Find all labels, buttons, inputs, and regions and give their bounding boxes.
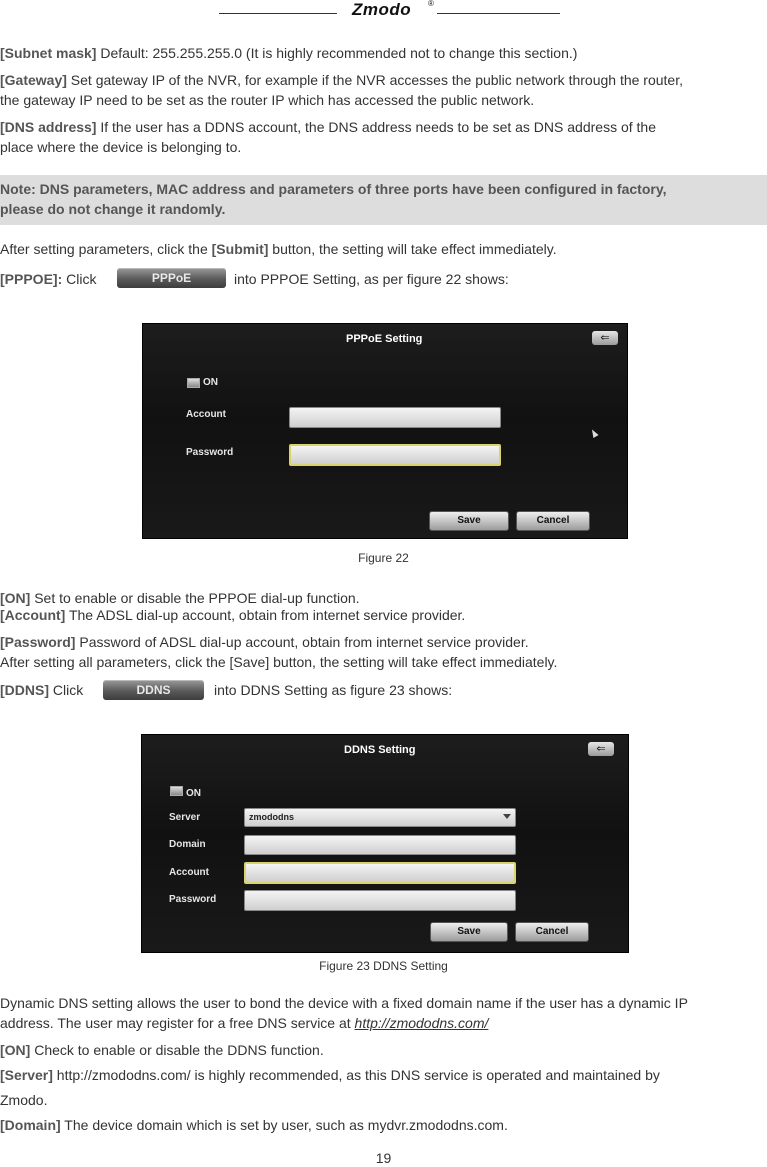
ddns-save-button[interactable]: Save bbox=[430, 922, 508, 942]
pppoe-setting-title: PPPoE Setting bbox=[346, 333, 423, 345]
after-submit-pre: After setting parameters, click the bbox=[0, 241, 212, 257]
figure-22-pppoe-setting-screenshot bbox=[142, 323, 628, 539]
para-dns-cont bbox=[0, 137, 767, 157]
figure-23-caption: Figure 23 DDNS Setting bbox=[319, 959, 448, 973]
header-rule-left bbox=[219, 13, 337, 14]
key-ddns: [DDNS] bbox=[0, 682, 49, 698]
pppoe-intro-post: into PPPOE Setting, as per figure 22 shows: bbox=[234, 271, 509, 287]
key-submit: [Submit] bbox=[211, 241, 269, 257]
para-after-save: After setting all parameters, click the [Save] button, the setting will take effect immediately. bbox=[0, 654, 558, 670]
ddns-cancel-button[interactable]: Cancel bbox=[515, 922, 589, 942]
text-ddns-server: http://zmododns.com/ is highly recommended, as this DNS service is operated and maintained by bbox=[52, 1067, 660, 1083]
mouse-cursor-icon bbox=[589, 428, 598, 438]
ddns-password-label: Password bbox=[169, 894, 217, 905]
note-line-1: Note: DNS parameters, MAC address and parameters of three ports have been configured in factory, bbox=[0, 181, 667, 197]
back-arrow-icon[interactable]: ⇐ bbox=[588, 742, 614, 756]
chevron-down-icon bbox=[503, 814, 511, 819]
para-dns bbox=[0, 117, 767, 137]
para-dynamic-dns-1: Dynamic DNS setting allows the user to bond the device with a fixed domain name if the user has a dynamic IP bbox=[0, 995, 688, 1011]
ddns-server-dropdown[interactable] bbox=[244, 808, 516, 827]
para-dynamic-dns-2 bbox=[0, 1013, 767, 1033]
ddns-click: Click bbox=[49, 682, 84, 698]
dynamic-dns-text: address. The user may register for a free DNS service at bbox=[0, 1015, 355, 1031]
key-subnet-mask: [Subnet mask] bbox=[0, 45, 97, 61]
text-dns-2: place where the device is belonging to. bbox=[0, 139, 242, 155]
ddns-setting-title: DDNS Setting bbox=[344, 744, 416, 756]
text-ddns-domain: The device domain which is set by user, such as mydvr.zmododns.com. bbox=[60, 1117, 508, 1133]
pppoe-account-field[interactable] bbox=[289, 407, 501, 428]
key-dns-address: [DNS address] bbox=[0, 119, 97, 135]
key-gateway: [Gateway] bbox=[0, 72, 67, 88]
para-ddns-server-cont: Zmodo. bbox=[0, 1092, 48, 1108]
text-on: Set to enable or disable the PPPOE dial-up function. bbox=[30, 590, 360, 606]
page-number: 19 bbox=[375, 1150, 392, 1166]
ddns-on-checkbox[interactable] bbox=[170, 786, 183, 796]
key-password: [Password] bbox=[0, 634, 76, 650]
zmododns-link[interactable]: http://zmododns.com/ bbox=[354, 1015, 489, 1031]
zmodo-logo bbox=[352, 0, 435, 19]
ddns-server-label: Server bbox=[169, 812, 201, 823]
para-after-submit bbox=[0, 239, 767, 259]
para-gateway bbox=[0, 70, 767, 90]
pppoe-on-checkbox[interactable] bbox=[187, 378, 200, 388]
text-subnet-mask: Default: 255.255.255.0 (It is highly recommended not to change this section.) bbox=[96, 45, 578, 61]
key-ddns-server: [Server] bbox=[0, 1067, 53, 1083]
ddns-server-value: zmododns bbox=[249, 812, 294, 822]
pppoe-button-image: PPPoE bbox=[117, 268, 226, 288]
ddns-password-field[interactable] bbox=[244, 890, 516, 911]
pppoe-account-label: Account bbox=[186, 409, 226, 420]
back-arrow-icon[interactable]: ⇐ bbox=[592, 331, 618, 345]
text-gateway-1: Set gateway IP of the NVR, for example if the NVR accesses the public network through the router, bbox=[66, 72, 683, 88]
figure-22-caption: Figure 22 bbox=[358, 551, 409, 565]
note-line-2: please do not change it randomly. bbox=[0, 201, 226, 217]
para-gateway-cont bbox=[0, 90, 767, 110]
ddns-intro-post: into DDNS Setting as figure 23 shows: bbox=[214, 682, 453, 698]
after-submit-post: button, the setting will take effect immediately. bbox=[268, 241, 557, 257]
ddns-button-image: DDNS bbox=[103, 680, 204, 700]
text-ddns-on: Check to enable or disable the DDNS function. bbox=[30, 1042, 324, 1058]
ddns-on-label: ON bbox=[186, 788, 201, 799]
note-box bbox=[0, 175, 767, 225]
para-ddns-on bbox=[0, 1040, 767, 1060]
pppoe-save-button[interactable]: Save bbox=[429, 511, 509, 531]
para-ddns-domain bbox=[0, 1115, 767, 1135]
ddns-domain-field[interactable] bbox=[244, 835, 516, 855]
para-pppoe-password bbox=[0, 632, 767, 652]
key-pppoe: [PPPOE]: bbox=[0, 271, 63, 287]
text-account: The ADSL dial-up account, obtain from internet service provider. bbox=[65, 607, 466, 623]
key-ddns-on: [ON] bbox=[0, 1042, 31, 1058]
pppoe-on-label: ON bbox=[203, 377, 218, 388]
header-rule-right bbox=[437, 13, 560, 14]
key-account: [Account] bbox=[0, 607, 66, 623]
logo-text: Zmodo bbox=[352, 0, 412, 19]
ddns-account-label: Account bbox=[169, 867, 209, 878]
pppoe-password-label: Password bbox=[186, 447, 234, 458]
ddns-account-field[interactable] bbox=[244, 862, 516, 884]
registered-mark: ® bbox=[428, 0, 435, 8]
ddns-domain-label: Domain bbox=[169, 839, 206, 850]
para-ddns-server bbox=[0, 1065, 767, 1085]
para-subnet-mask bbox=[0, 43, 767, 63]
text-password: Password of ADSL dial-up account, obtain from internet service provider. bbox=[75, 634, 529, 650]
key-on: [ON] bbox=[0, 590, 31, 606]
figure-23-ddns-setting-screenshot bbox=[141, 734, 629, 953]
para-pppoe-account bbox=[0, 605, 767, 625]
text-gateway-2: the gateway IP need to be set as the router IP which has accessed the public network. bbox=[0, 92, 535, 108]
pppoe-password-field[interactable] bbox=[289, 444, 501, 466]
pppoe-cancel-button[interactable]: Cancel bbox=[516, 511, 590, 531]
pppoe-click: Click bbox=[62, 271, 97, 287]
text-dns-1: If the user has a DDNS account, the DNS address needs to be set as DNS address of the bbox=[96, 119, 656, 135]
key-ddns-domain: [Domain] bbox=[0, 1117, 61, 1133]
